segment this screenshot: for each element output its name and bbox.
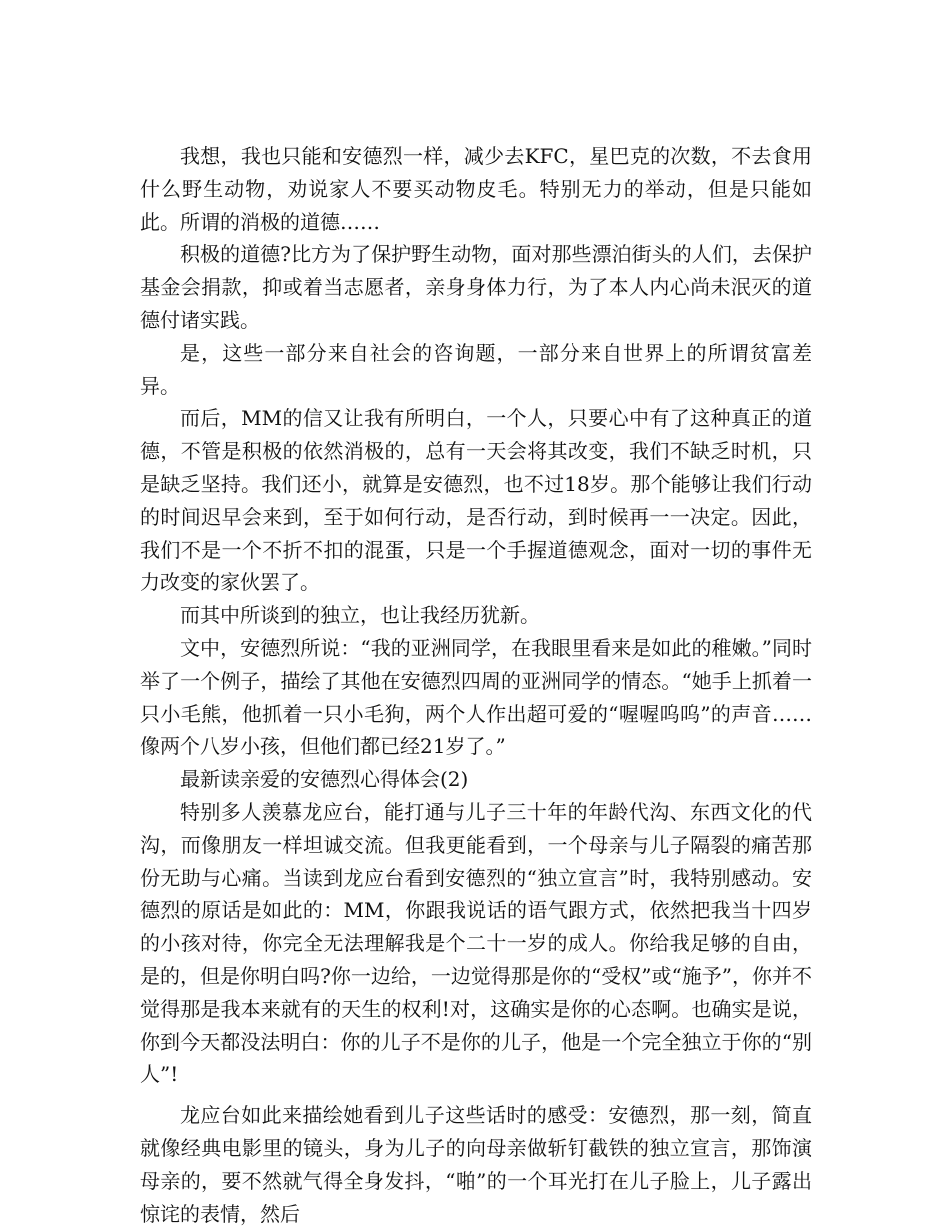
paragraph-1: 我想，我也只能和安德烈一样，减少去KFC，星巴克的次数，不去食用什么野生动物，劝说家人不要买动物皮毛。特别无力的举动，但是只能如此。所谓的消极的道德……: [140, 144, 812, 234]
paragraph-8: 龙应台如此来描绘她看到儿子这些话时的感受：安德烈，那一刻，简直就像经典电影里的镜头，身为儿子的向母亲做斩钉截铁的独立宣言，那饰演母亲的，要不然就气得全身发抖，“啪”的一个耳光打在儿子脸上，儿子露出惊诧的表情，然后: [140, 1103, 812, 1226]
paragraph-6: 文中，安德烈所说：“我的亚洲同学，在我眼里看来是如此的稚嫩。”同时举了一个例子，描绘了其他在安德烈四周的亚洲同学的情态。“她手上抓着一只小毛熊，他抓着一只小毛狗，两个人作出超可爱的“喔喔呜呜”的声音……像两个八岁小孩，但他们都已经21岁了。”: [140, 635, 812, 759]
section-heading: 最新读亲爱的安德烈心得体会(2): [180, 767, 469, 792]
paragraph-5: 而其中所谈到的独立，也让我经历犹新。: [180, 603, 540, 628]
document-body: [140, 140, 812, 1230]
paragraph-4: 而后，MM的信又让我有所明白，一个人，只要心中有了这种真正的道德，不管是积极的依然消极的，总有一天会将其改变，我们不缺乏时机，只是缺乏坚持。我们还小，就算是安德烈，也不过18岁。那个能够让我们行动的时间迟早会来到，至于如何行动，是否行动，到时候再一一决定。因此，我们不是一个不折不扣的混蛋，只是一个手握道德观念，面对一切的事件无力改变的家伙罢了。: [140, 406, 812, 595]
paragraph-3: 是，这些一部分来自社会的咨询题，一部分来自世界上的所谓贫富差异。: [140, 340, 812, 398]
paragraph-2: 积极的道德?比方为了保护野生动物，面对那些漂泊街头的人们，去保护基金会捐款，抑或着当志愿者，亲身身体力行，为了本人内心尚未泯灭的道德付诸实践。: [140, 242, 812, 332]
paragraph-7: 特别多人羡慕龙应台，能打通与儿子三十年的年龄代沟、东西文化的代沟，而像朋友一样坦诚交流。但我更能看到，一个母亲与儿子隔裂的痛苦那份无助与心痛。当读到龙应台看到安德烈的“独立宣言”时，我特别感动。安德烈的原话是如此的：MM，你跟我说话的语气跟方式，依然把我当十四岁的小孩对待，你完全无法理解我是个二十一岁的成人。你给我足够的自由，是的，但是你明白吗?你一边给，一边觉得那是你的“受权”或“施予”，你并不觉得那是我本来就有的天生的权利!对，这确实是你的心态啊。也确实是说，你到今天都没法明白：你的儿子不是你的儿子，他是一个完全独立于你的“别人”!: [140, 799, 812, 1087]
